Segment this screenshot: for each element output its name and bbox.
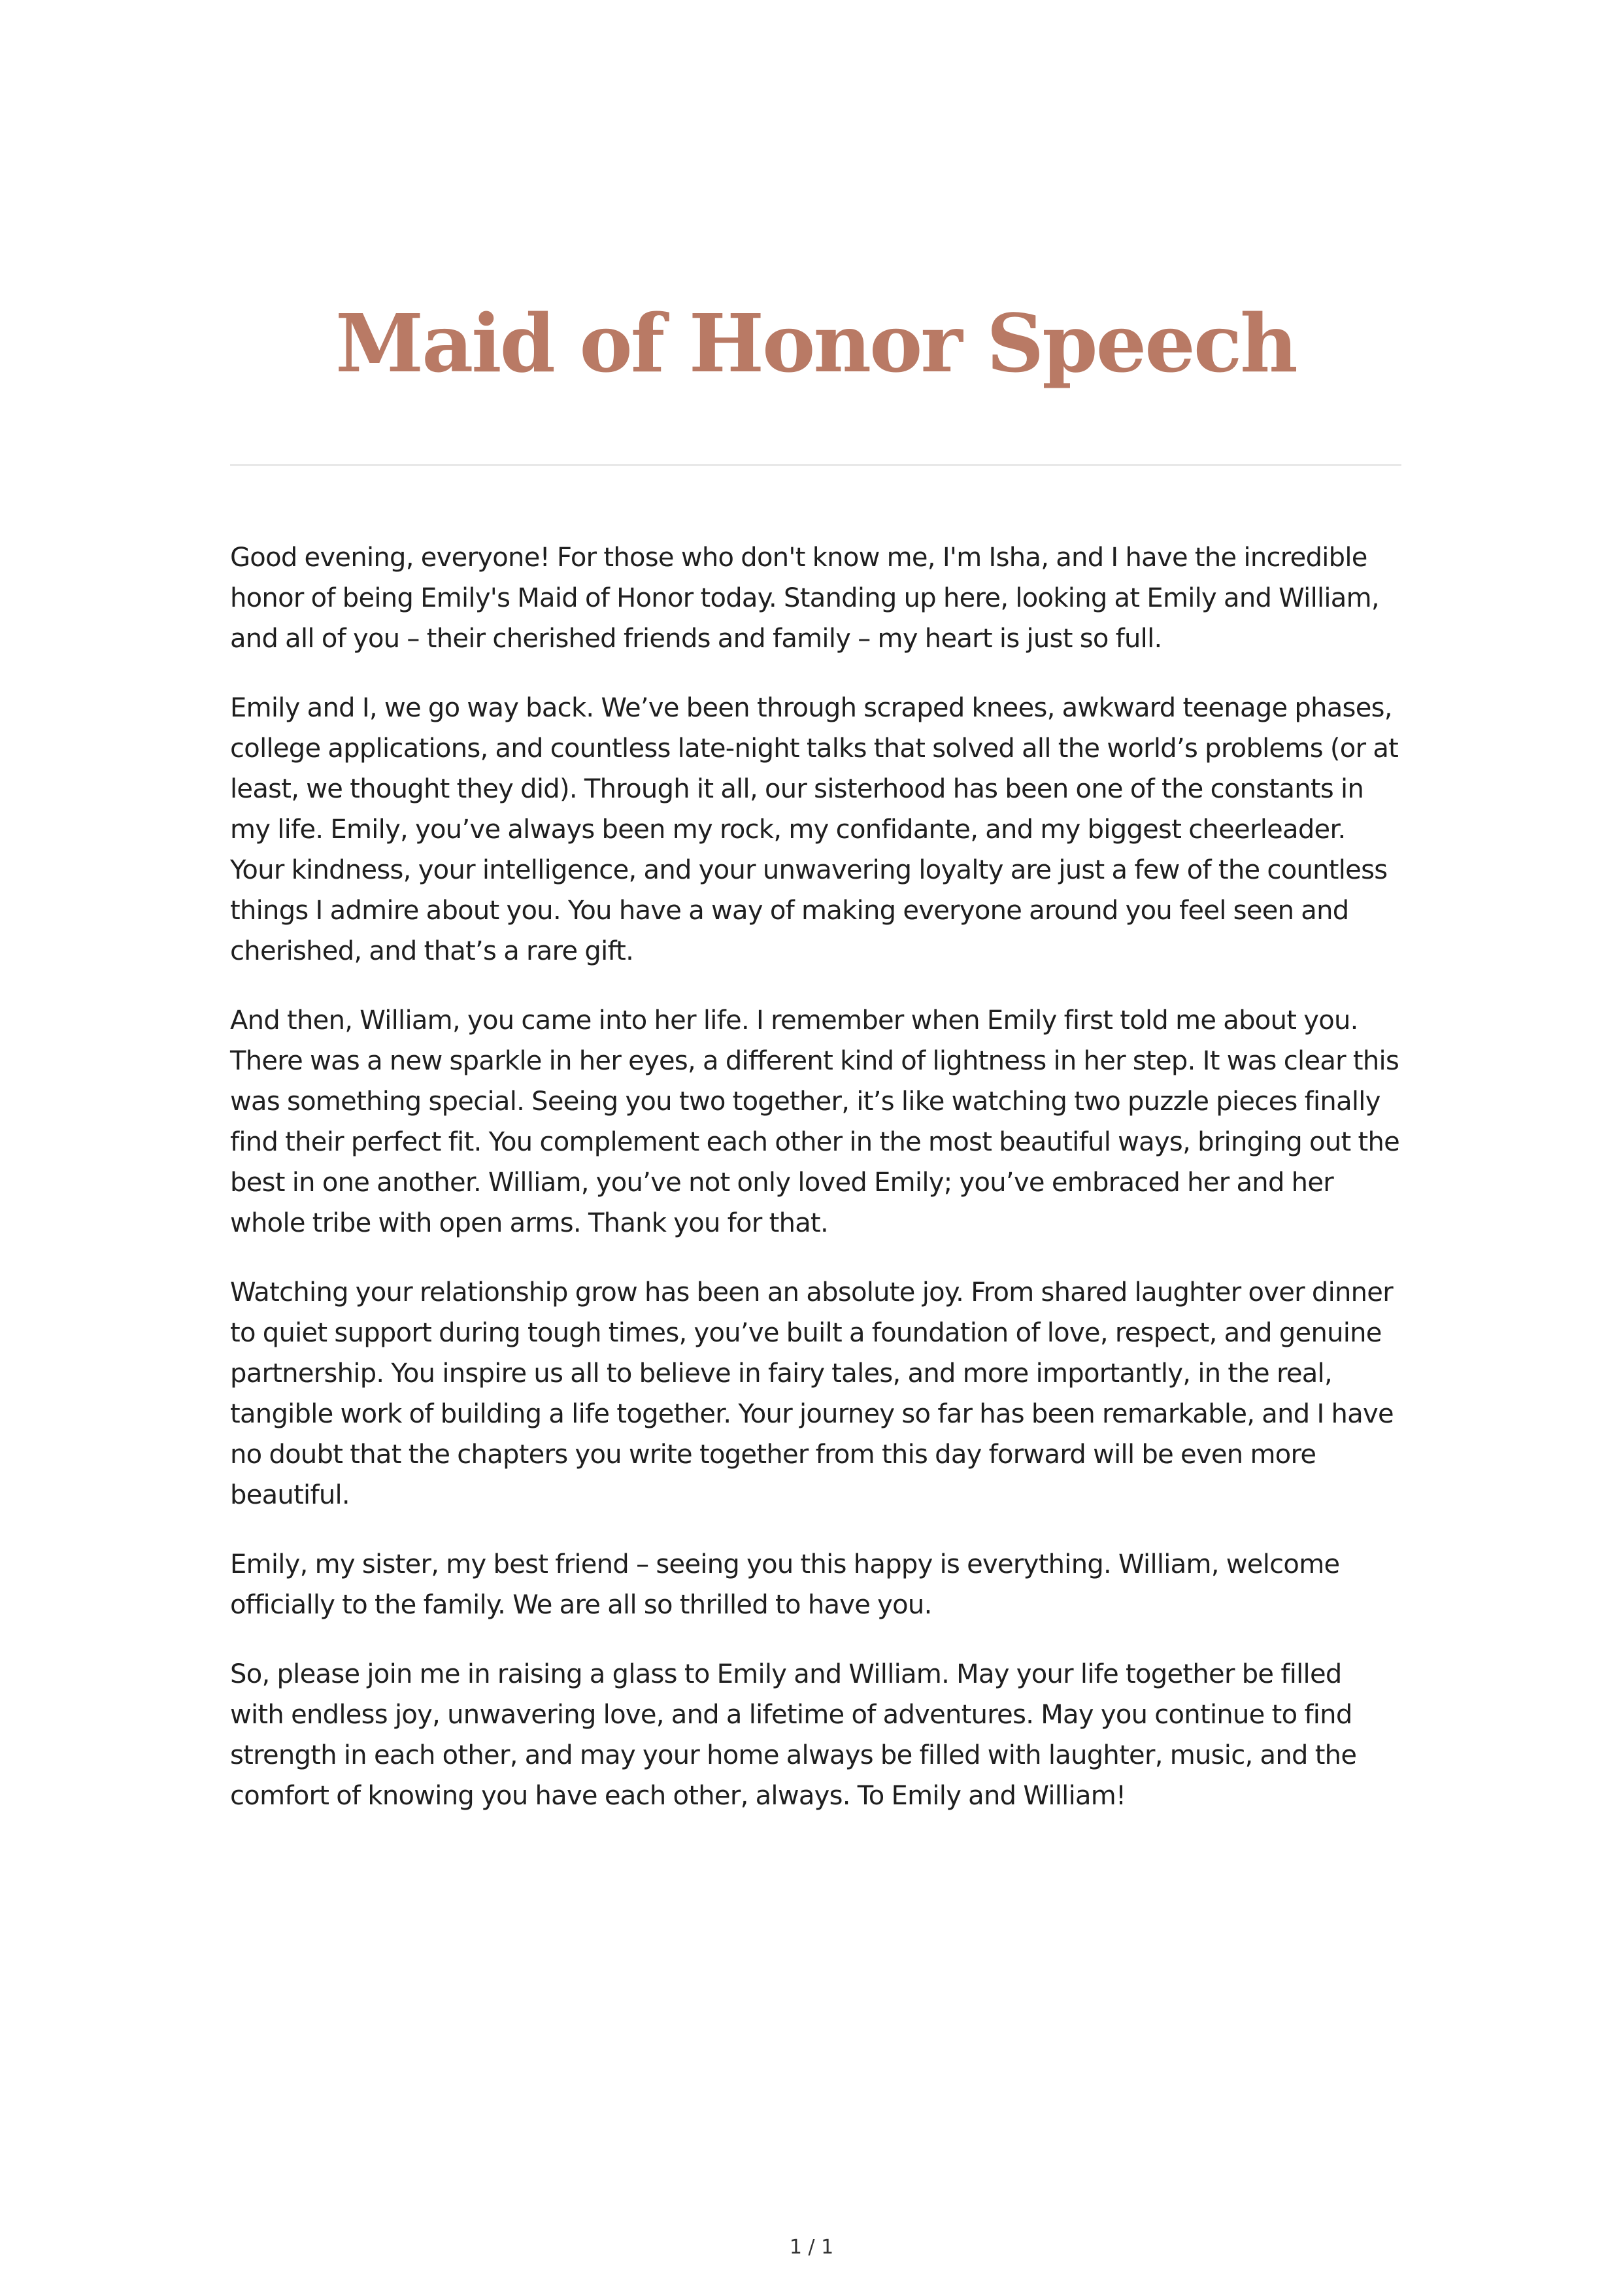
- paragraph-4: Watching your relationship grow has been an absolute joy. From shared laughter over dinner to quiet support during tough times, you’ve built a foundation of love, respect, and genuine partnership. You inspire us all to believe in fairy tales, and more importantly, in the real, tangible work of building a life together. Your journey so far has been remarkable, and I have no doubt that the chapters you write together from this day forward will be even more beautiful.: [230, 1277, 1394, 1510]
- speech-body: [230, 537, 1401, 1845]
- paragraph-5: Emily, my sister, my best friend – seeing you this happy is everything. William, welcome officially to the family. We are all so thrilled to have you.: [230, 1549, 1340, 1620]
- paragraph-1: Good evening, everyone! For those who don't know me, I'm Isha, and I have the incredible honor of being Emily's Maid of Honor today. Standing up here, looking at Emily and William, and all of you – their cherished friends and family – my heart is just so full.: [230, 543, 1379, 654]
- paragraph-3: And then, William, you came into her life. I remember when Emily first told me about you. There was a new sparkle in her eyes, a different kind of lightness in her step. It was clear this was something special. Seeing you two together, it’s like watching two puzzle pieces finally find their perfect fit. You complement each other in the most beautiful ways, bringing out the best in one another. William, you’ve not only loved Emily; you’ve embraced her and her whole tribe with open arms. Thank you for that.: [230, 1005, 1400, 1238]
- paragraph-6: So, please join me in raising a glass to Emily and William. May your life together be filled with endless joy, unwavering love, and a lifetime of adventures. May you continue to find strength in each other, and may your home always be filled with laughter, music, and the comfort of knowing you have each other, always. To Emily and William!: [230, 1659, 1357, 1811]
- title-divider: [230, 464, 1401, 466]
- document-title: Maid of Honor Speech: [335, 296, 1296, 390]
- page-number: 1 / 1: [789, 2236, 834, 2259]
- paragraph-2: Emily and I, we go way back. We’ve been through scraped knees, awkward teenage phases, college applications, and countless late-night talks that solved all the world’s problems (or at least, we thought they did). Through it all, our sisterhood has been one of the constants in my life. Emily, you’ve always been my rock, my confidante, and my biggest cheerleader. Your kindness, your intelligence, and your unwavering loyalty are just a few of the countless things I admire about you. You have a way of making everyone around you feel seen and cherished, and that’s a rare gift.: [230, 693, 1399, 966]
